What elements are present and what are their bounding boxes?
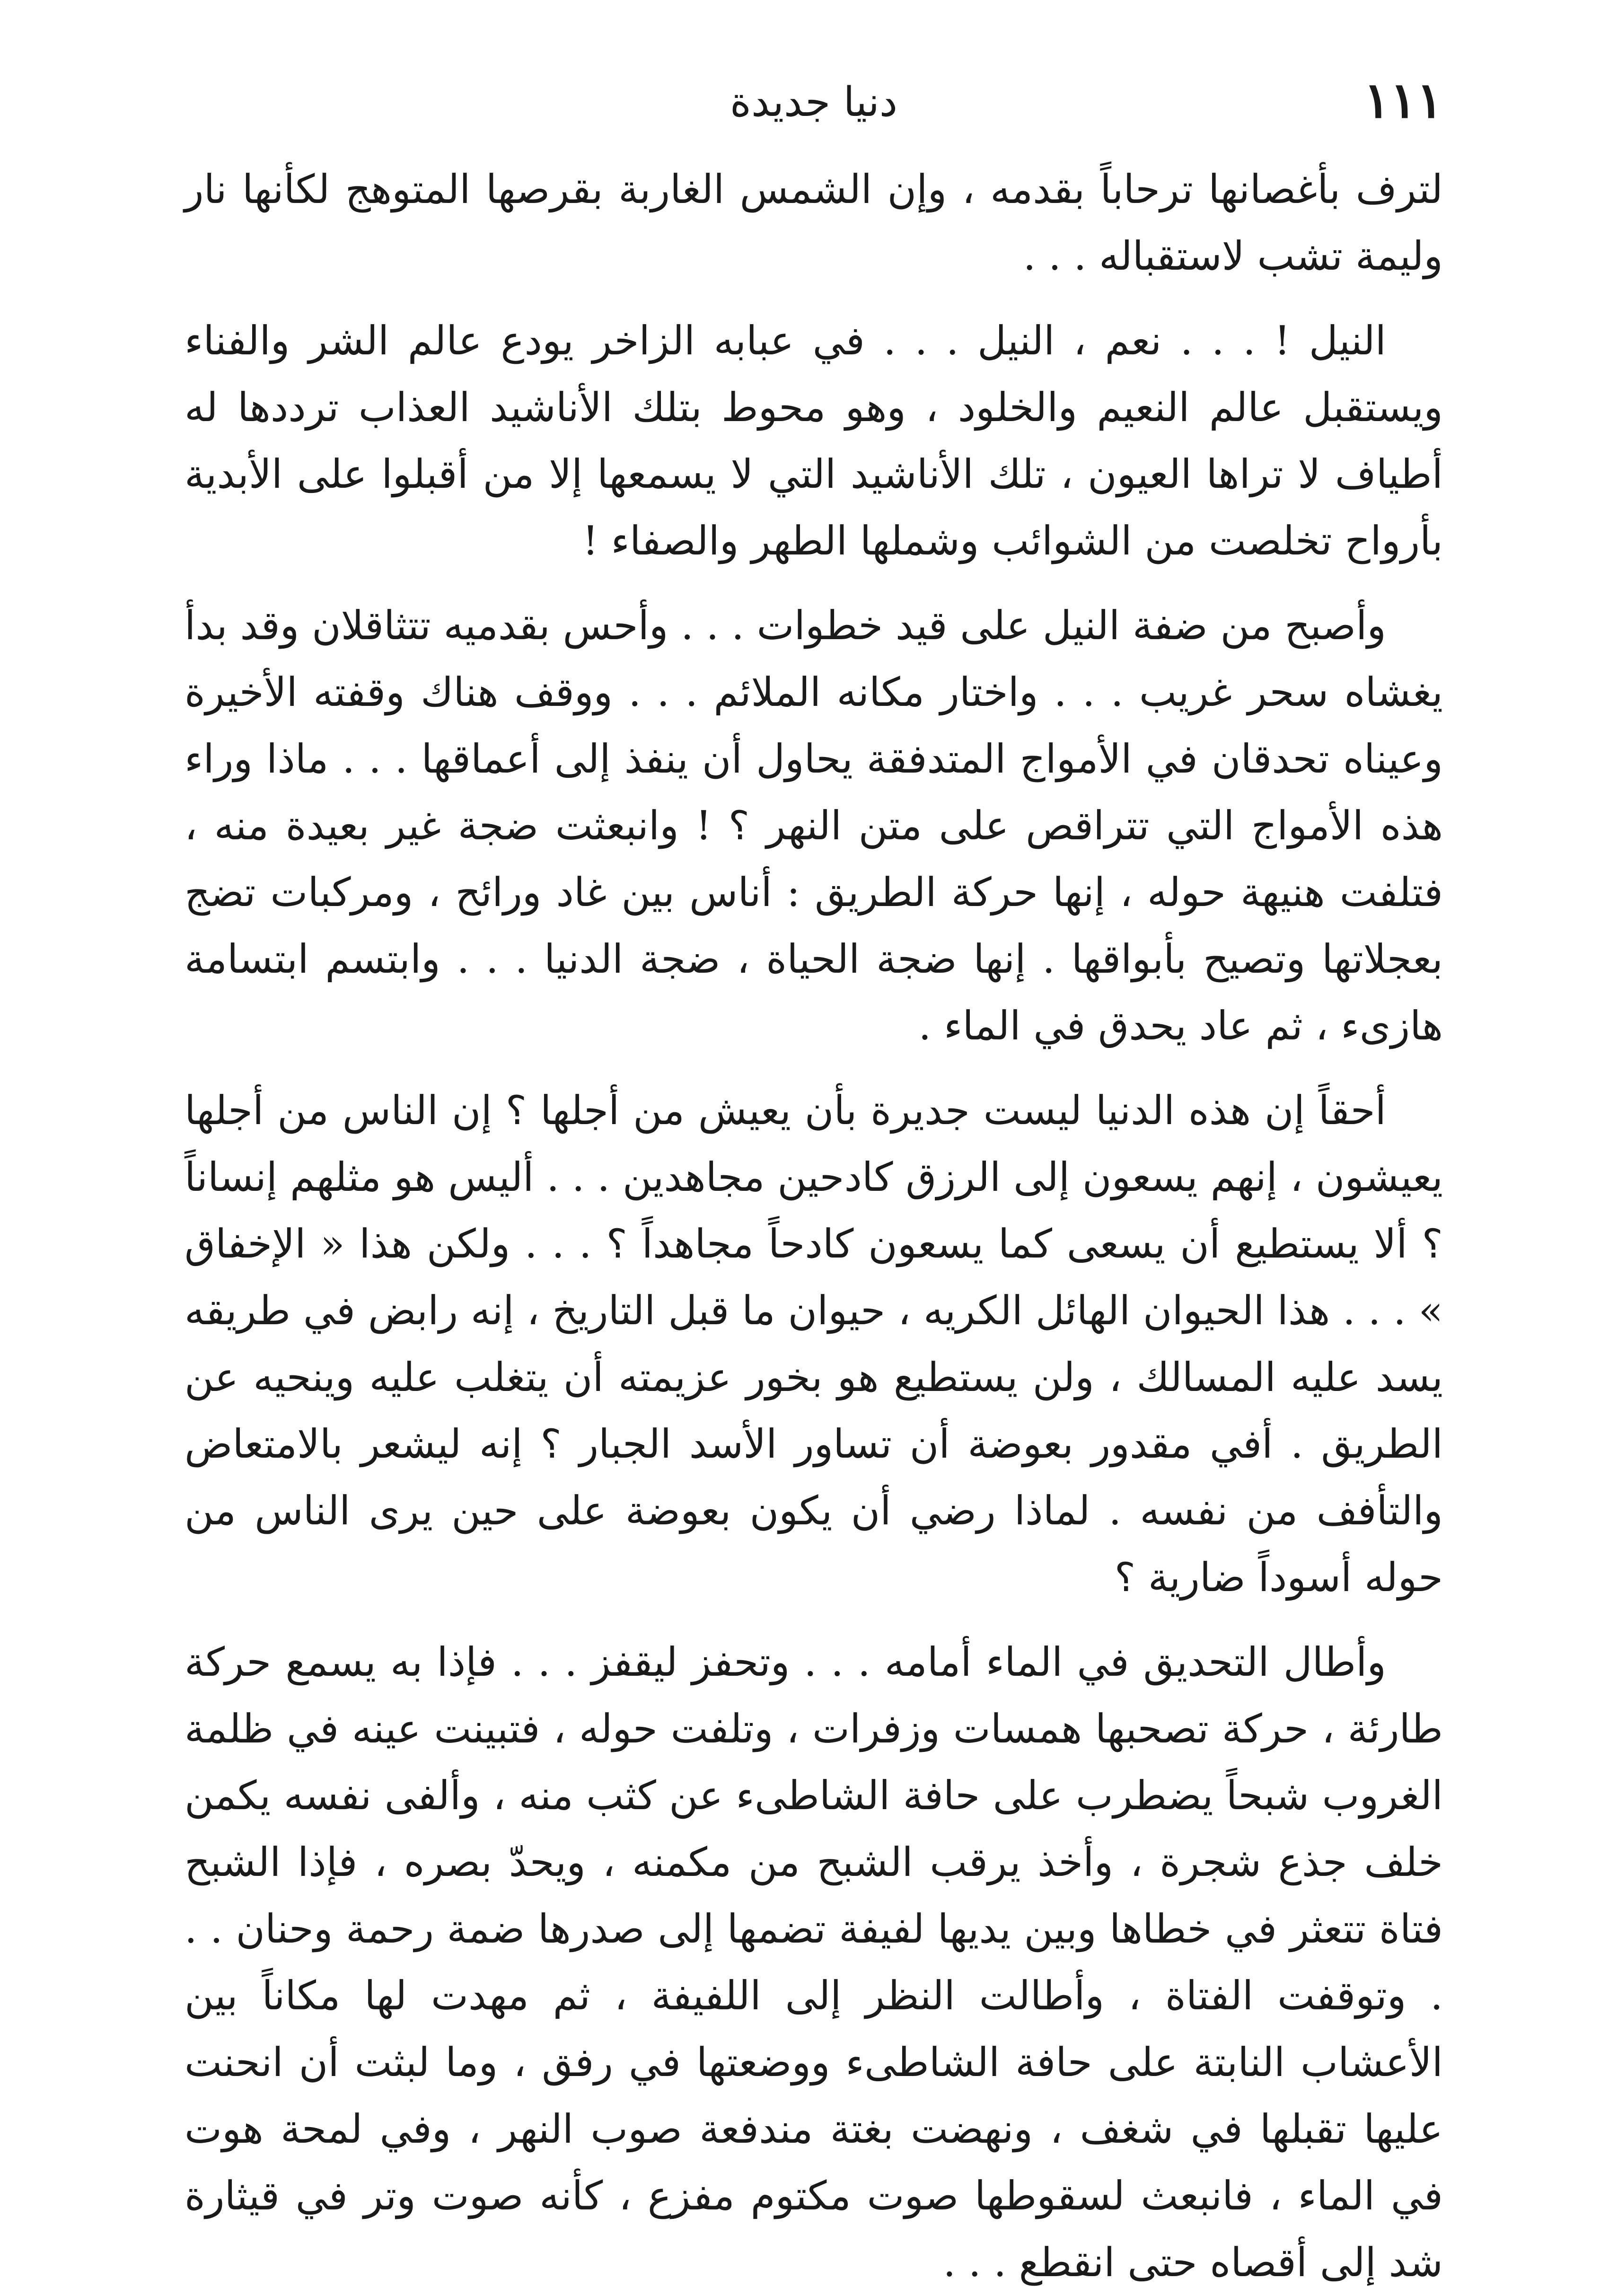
page-header (185, 71, 1443, 147)
paragraph: وأصبح من ضفة النيل على قيد خطوات . . . وأحس بقدميه تتثاقلان وقد بدأ يغشاه سحر غريب . . . واختار مكانه الملائم . . . ووقف هناك وقفته الأخيرة وعيناه تحدقان في الأمواج المتدفقة يحاول أن ينفذ إلى أعماقها . . . ماذا وراء هذه الأمواج التي تتراقص على متن النهر ؟ ! وانبعثت ضجة غير بعيدة منه ، فتلفت هنيهة حوله ، إنها حركة الطريق : أناس بين غاد ورائح ، ومركبات تضج بعجلاتها وتصيح بأبواقها . إنها ضجة الحياة ، ضجة الدنيا . . . وابتسم ابتسامة هازىء ، ثم عاد يحدق في الماء . (185, 602, 1443, 1049)
page-body (185, 156, 1443, 2286)
paragraph: وأطال التحديق في الماء أمامه . . . وتحفز ليقفز . . . فإذا به يسمع حركة طارئة ، حركة تصحبها همسات وزفرات ، وتلفت حوله ، فتبينت عينه في ظلمة الغروب شبحاً يضطرب على حافة الشاطىء عن كثب منه ، وألفى نفسه يكمن خلف جذع شجرة ، وأخذ يرقب الشبح من مكمنه ، ويحدّ بصره ، فإذا الشبح فتاة تتعثر في خطاها وبين يديها لفيفة تضمها إلى صدرها ضمة رحمة وحنان . . . وتوقفت الفتاة ، وأطالت النظر إلى اللفيفة ، ثم مهدت لها مكاناً بين الأعشاب النابتة على حافة الشاطىء ووضعتها في رفق ، وما لبثت أن انحنت عليها تقبلها في شغف ، ونهضت بغتة مندفعة صوب النهر ، وفي لمحة هوت في الماء ، فانبعث لسقوطها صوت مكتوم مفزع ، كأنه صوت وتر في قيثارة شد إلى أقصاه حتى انقطع . . . (185, 1639, 1443, 2286)
paragraph: النيل ! . . . نعم ، النيل . . . في عبابه الزاخر يودع عالم الشر والفناء ويستقبل عالم النعيم والخلود ، وهو محوط بتلك الأناشيد العذاب ترددها له أطياف لا تراها العيون ، تلك الأناشيد التي لا يسمعها إلا من أقبلوا على الأبدية بأرواح تخلصت من الشوائب وشملها الطهر والصفاء ! (185, 317, 1443, 564)
paragraph-continuation: لترف بأغصانها ترحاباً بقدمه ، وإن الشمس الغاربة بقرصها المتوهج لكأنها نار وليمة تشب لاستقباله . . . (185, 166, 1443, 279)
paragraph: أحقاً إن هذه الدنيا ليست جديرة بأن يعيش من أجلها ؟ إن الناس من أجلها يعيشون ، إنهم يسعون إلى الرزق كادحين مجاهدين . . . أليس هو مثلهم إنساناً ؟ ألا يستطيع أن يسعى كما يسعون كادحاً مجاهداً ؟ . . . ولكن هذا « الإخفاق » . . . هذا الحيوان الهائل الكريه ، حيوان ما قبل التاريخ ، إنه رابض في طريقه يسد عليه المسالك ، ولن يستطيع هو بخور عزيمته أن يتغلب عليه وينحيه عن الطريق . أفي مقدور بعوضة أن تساور الأسد الجبار ؟ إنه ليشعر بالامتعاض والتأفف من نفسه . لماذا رضي أن يكون بعوضة على حين يرى الناس من حوله أسوداً ضارية ؟ (185, 1087, 1443, 1601)
running-title: دنيا جديدة (730, 79, 898, 126)
page-number: ١١١ (1363, 71, 1443, 129)
